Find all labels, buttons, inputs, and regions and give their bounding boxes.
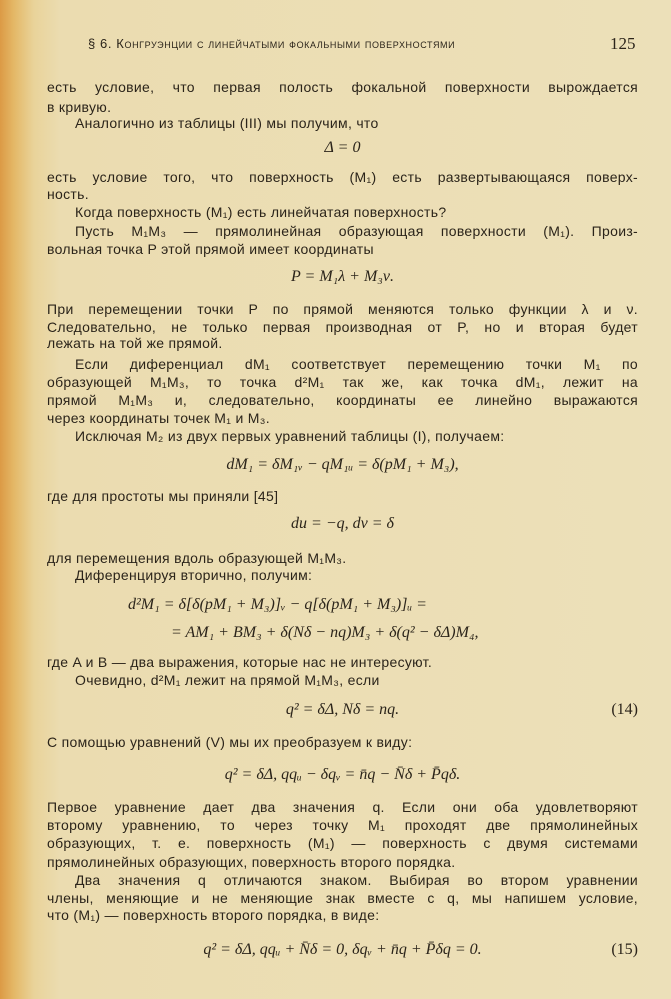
equation-number: (15) [611, 941, 638, 958]
text-line: Когда поверхность (M₁) есть линейчатая поверхность? [75, 204, 447, 220]
text-line: Следовательно, не только первая производная от P, но и вторая будет [47, 319, 638, 335]
text-line: вольная точка P этой прямой имеет координаты [47, 241, 374, 257]
text-line: Аналогично из таблицы (III) мы получим, что [75, 115, 379, 131]
text-line: что (M₁) — поверхность второго порядка, в виде: [47, 907, 380, 923]
equation: d²M₁ = δ[δ(pM₁ + M₃)]ᵥ − q[δ(pM₁ + M₃)]ᵤ = [128, 596, 427, 613]
text-line: Первое уравнение дает два значения q. Если они оба удовлетворяют [47, 799, 638, 815]
text-line: образующих, т. е. поверхность (M₁) — поверхность с двумя системами [47, 835, 638, 851]
text-line: члены, меняющие и не меняющие знак вместе с q, мы напишем условие, [47, 890, 638, 906]
text-line: Пусть M₁M₃ — прямолинейная образующая поверхности (M₁). Произ- [75, 223, 638, 239]
running-header: § 6. Конгруэнции с линейчатыми фокальными поверхностями [88, 36, 456, 51]
equation-number: (14) [611, 701, 638, 718]
equation: dM₁ = δM₁ᵥ − qM₁ᵤ = δ(pM₁ + M₃), [226, 456, 459, 473]
equation: q² = δΔ, qqᵤ − δqᵥ = n̄q − N̄δ + P̄qδ. [224, 766, 461, 783]
text-line: Если диференциал dM₁ соответствует перемещению точки M₁ по [75, 356, 638, 372]
page-number: 125 [610, 34, 636, 53]
text-line: есть условие того, что поверхность (M₁) есть развертывающаяся поверх- [47, 169, 638, 185]
text-line: ность. [47, 186, 89, 202]
equation: Δ = 0 [324, 139, 361, 156]
equation: q² = δΔ, qqᵤ + N̄δ = 0, δqᵥ + n̄q + P̄δq = 0. [203, 941, 482, 958]
text-line: для перемещения вдоль образующей M₁M₃. [47, 550, 347, 566]
text-line: Очевидно, d²M₁ лежит на прямой M₁M₃, если [75, 672, 380, 688]
text-line: через координаты точек M₁ и M₃. [47, 410, 270, 426]
text-line: прямолинейных образующих, поверхность второго порядка. [47, 854, 456, 870]
text-line: второму уравнению, то через точку M₁ проходят две прямолинейных [47, 817, 638, 833]
text-line: в кривую. [47, 99, 112, 115]
text-line: Два значения q отличаются знаком. Выбирая во втором уравнении [75, 872, 638, 888]
equation: P = M₁λ + M₃ν. [291, 268, 394, 285]
text-line: есть условие, что первая полость фокальной поверхности вырождается [47, 79, 638, 95]
text-line: образующей M₁M₃, то точка d²M₁ так же, как точка dM₁, лежит на [47, 374, 638, 390]
text-line: С помощью уравнений (V) мы их преобразуем к виду: [47, 734, 413, 750]
equation: = AM₁ + BM₃ + δ(Nδ − nq)M₃ + δ(q² − δΔ)M₄, [171, 624, 479, 641]
text-line: При перемещении точки P по прямой меняются только функции λ и ν. [47, 301, 638, 317]
text-line: прямой M₁M₃ и, следовательно, координаты ее линейно выражаются [47, 392, 638, 408]
equation: q² = δΔ, Nδ = nq. [285, 701, 400, 718]
text-line: где для простоты мы приняли [45] [47, 488, 279, 504]
equation: du = −q, dv = δ [291, 515, 394, 532]
text-line: Диференцируя вторично, получим: [75, 567, 313, 583]
text-line: Исключая M₂ из двух первых уравнений таблицы (I), получаем: [75, 428, 505, 444]
text-line: где A и B — два выражения, которые нас не интересуют. [47, 654, 433, 670]
text-line: лежать на той же прямой. [47, 335, 223, 351]
